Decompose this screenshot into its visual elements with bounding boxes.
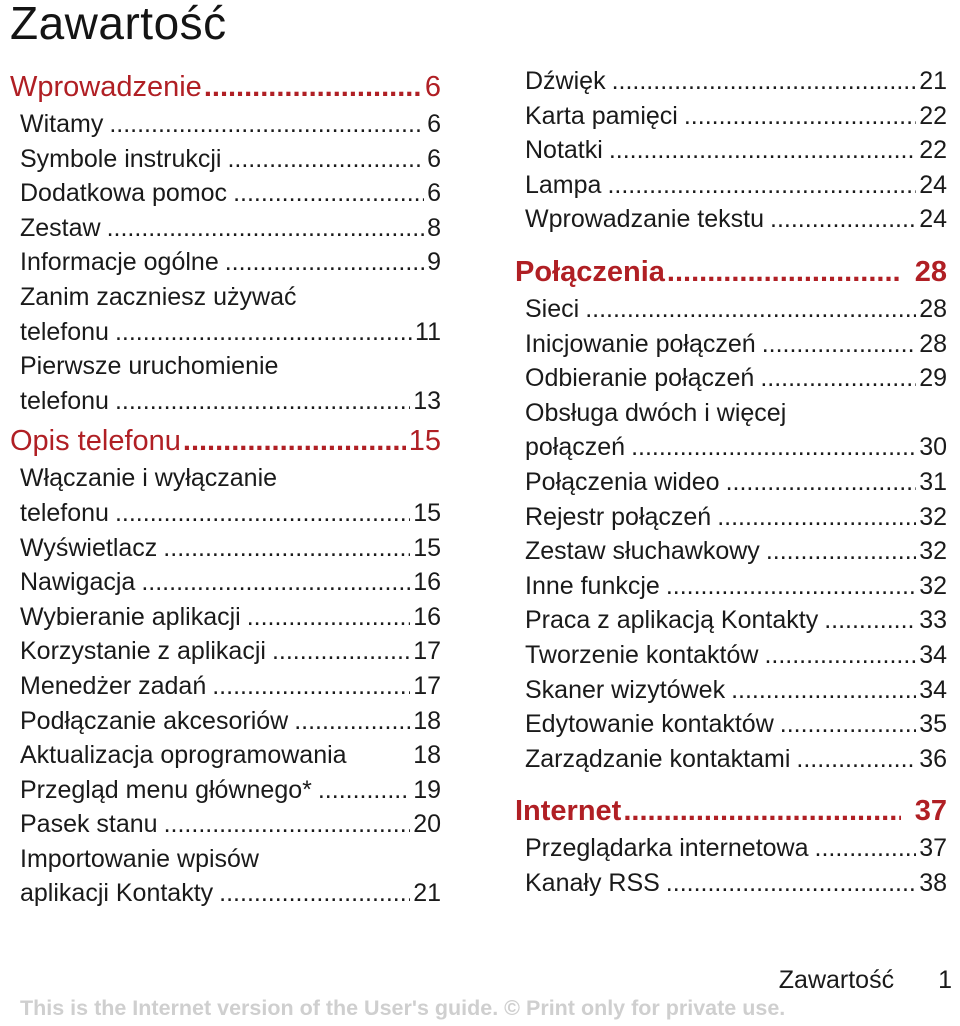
toc-entry-label: Witamy xyxy=(20,110,104,138)
toc-entry-page: 30 xyxy=(919,433,947,462)
toc-entry[interactable] xyxy=(20,738,441,773)
toc-entries xyxy=(10,461,441,911)
toc-entry-label: Podłączanie akcesoriów xyxy=(20,706,289,735)
toc-entry-page: 32 xyxy=(919,571,947,600)
toc-section-polaczenia[interactable] xyxy=(515,249,947,292)
dot-leader xyxy=(756,327,916,362)
dot-leader xyxy=(758,638,916,673)
toc-entry-label: aplikacji Kontakty xyxy=(20,879,214,908)
toc-entry-label: Aktualizacja oprogramowania xyxy=(20,741,347,770)
toc-right-column xyxy=(515,64,947,900)
toc-section-opis-telefonu[interactable] xyxy=(10,418,441,461)
dot-leader xyxy=(764,202,916,237)
toc-entry[interactable] xyxy=(20,245,441,280)
toc-entry-label: Inne funkcje xyxy=(525,571,660,600)
toc-entry-label: Rejestr połączeń xyxy=(525,502,712,531)
toc-entry-label: Wybieranie aplikacji xyxy=(20,602,241,631)
toc-entry-page: 13 xyxy=(413,386,441,415)
toc-entry-page: 6 xyxy=(427,144,441,173)
dot-leader xyxy=(181,421,406,461)
toc-entry[interactable] xyxy=(20,531,441,566)
toc-entry[interactable] xyxy=(20,349,441,418)
toc-section-internet[interactable] xyxy=(515,788,947,831)
toc-entry-page: 11 xyxy=(415,317,441,346)
toc-entry-page: 9 xyxy=(427,248,441,277)
dot-leader xyxy=(725,673,916,708)
toc-entry[interactable] xyxy=(20,107,441,142)
toc-entries xyxy=(515,292,947,776)
dot-leader xyxy=(809,831,917,866)
toc-entry-page: 31 xyxy=(919,467,947,496)
toc-entry[interactable] xyxy=(525,673,947,708)
toc-entry-page: 34 xyxy=(919,675,947,704)
dot-leader xyxy=(227,176,424,211)
dot-leader xyxy=(103,107,424,142)
toc-entry-label: Odbieranie połączeń xyxy=(525,364,755,393)
toc-entry-page: 19 xyxy=(413,775,441,804)
toc-entry-page: 6 xyxy=(427,110,441,138)
toc-entry-label: Zestaw słuchawkowy xyxy=(525,537,760,566)
toc-entry[interactable] xyxy=(525,396,947,465)
toc-entry-label: telefonu xyxy=(20,498,109,527)
dot-leader xyxy=(660,866,916,901)
toc-entry[interactable] xyxy=(20,704,441,739)
dot-leader xyxy=(266,634,410,669)
toc-entry-page: 15 xyxy=(413,498,441,527)
toc-entry-page: 38 xyxy=(919,868,947,897)
toc-section-title: Opis telefonu xyxy=(10,425,181,458)
toc-entry-page: 28 xyxy=(919,329,947,358)
toc-entry-page: 24 xyxy=(919,170,947,199)
toc-entry[interactable] xyxy=(525,327,947,362)
toc-entry-page: 21 xyxy=(919,67,947,95)
toc-entry-label: Połączenia wideo xyxy=(525,467,720,496)
toc-entry[interactable] xyxy=(20,211,441,246)
toc-entry[interactable] xyxy=(525,500,947,535)
dot-leader xyxy=(109,496,410,531)
toc-entry-label: telefonu xyxy=(20,317,109,346)
toc-entry-label: Dźwięk xyxy=(525,67,606,95)
dot-leader xyxy=(601,168,916,203)
page-footer xyxy=(779,962,952,998)
toc-entry[interactable] xyxy=(525,168,947,203)
dot-leader xyxy=(241,600,410,635)
footer-section-name: Zawartość xyxy=(778,966,895,994)
toc-entry-label: Zestaw xyxy=(20,213,101,242)
toc-entry-label: Kanały RSS xyxy=(525,868,660,897)
toc-entry-page: 33 xyxy=(919,606,947,635)
toc-entry[interactable] xyxy=(525,707,947,742)
dot-leader xyxy=(720,465,917,500)
toc-entry-label-line1: Importowanie wpisów xyxy=(20,844,259,873)
toc-entry-label-line1: Obsługa dwóch i więcej xyxy=(525,398,787,427)
toc-entry-label-line1: Zanim zaczniesz używać xyxy=(20,282,297,311)
dot-leader xyxy=(202,67,422,107)
toc-section-page: 6 xyxy=(424,71,441,103)
toc-entry-label: Menedżer zadań xyxy=(20,671,207,700)
toc-entry-label-line1: Włączanie i wyłączanie xyxy=(20,464,278,493)
toc-entry-label: Pasek stanu xyxy=(20,810,158,839)
toc-entry-page: 16 xyxy=(413,568,441,597)
toc-entry[interactable] xyxy=(20,634,441,669)
toc-entry-label: Dodatkowa pomoc xyxy=(20,179,228,208)
dot-leader xyxy=(665,252,901,292)
dot-leader xyxy=(213,876,410,911)
toc-entry-page: 36 xyxy=(919,744,947,773)
toc-entry[interactable] xyxy=(525,742,947,777)
dot-leader xyxy=(711,500,916,535)
toc-section-title: Internet xyxy=(515,795,622,828)
dot-leader xyxy=(101,211,425,246)
dot-leader xyxy=(288,704,410,739)
toc-entry[interactable] xyxy=(525,465,947,500)
toc-entry-label: Symbole instrukcji xyxy=(20,144,222,173)
dot-leader xyxy=(621,791,900,831)
toc-section-title: Wprowadzenie xyxy=(10,71,202,103)
toc-entry[interactable] xyxy=(20,773,441,808)
toc-entry-label: Lampa xyxy=(525,170,602,199)
toc-entry-label: Zarządzanie kontaktami xyxy=(525,744,791,773)
toc-entry-page: 17 xyxy=(413,637,441,666)
dot-leader xyxy=(660,569,916,604)
dot-leader xyxy=(606,64,917,99)
toc-entry-page: 35 xyxy=(919,710,947,739)
dot-leader xyxy=(754,361,916,396)
toc-entries xyxy=(515,831,947,900)
dot-leader xyxy=(109,315,412,350)
toc-entry-page: 34 xyxy=(919,640,947,669)
toc-entry-page: 6 xyxy=(427,179,441,208)
toc-entries xyxy=(10,107,441,418)
dot-leader xyxy=(157,531,410,566)
toc-entry-page: 29 xyxy=(919,364,947,393)
toc-section-page: 28 xyxy=(914,255,947,288)
toc-entry-page: 20 xyxy=(413,810,441,839)
toc-entry[interactable] xyxy=(20,600,441,635)
toc-entry-label: Notatki xyxy=(525,136,603,165)
toc-entry[interactable] xyxy=(20,807,441,842)
toc-entry-label-line1: Pierwsze uruchomienie xyxy=(20,352,279,381)
footer-page-number: 1 xyxy=(938,966,952,994)
dot-leader xyxy=(109,384,410,419)
toc-entry-page: 17 xyxy=(413,671,441,700)
toc-left-column xyxy=(10,64,441,911)
toc-entry-label: Praca z aplikacją Kontakty xyxy=(525,606,819,635)
dot-leader xyxy=(790,742,916,777)
dot-leader xyxy=(579,292,916,327)
toc-entry[interactable] xyxy=(20,669,441,704)
toc-entry-page: 8 xyxy=(427,213,441,242)
toc-entry[interactable] xyxy=(525,361,947,396)
toc-entry[interactable] xyxy=(525,569,947,604)
toc-entry-page: 18 xyxy=(413,706,441,735)
toc-entry-page: 37 xyxy=(919,834,947,863)
toc-entry[interactable] xyxy=(525,64,947,99)
toc-entry[interactable] xyxy=(525,202,947,237)
toc-entry-label: Wyświetlacz xyxy=(20,533,158,562)
toc-entry-label: Edytowanie kontaktów xyxy=(525,710,774,739)
toc-entry-label: Korzystanie z aplikacji xyxy=(20,637,266,666)
toc-entry[interactable] xyxy=(20,142,441,177)
toc-entry-label: Karta pamięci xyxy=(525,101,678,130)
toc-entry[interactable] xyxy=(525,292,947,327)
toc-entry[interactable] xyxy=(525,133,947,168)
toc-entry-page: 22 xyxy=(919,136,947,165)
footer-notice: This is the Internet version of the User's guide. © Print only for private use. xyxy=(20,996,786,1020)
dot-leader xyxy=(678,99,916,134)
page-title: Zawartość xyxy=(10,0,227,49)
dot-leader xyxy=(818,603,916,638)
toc-entry[interactable] xyxy=(20,565,441,600)
toc-entry[interactable] xyxy=(525,866,947,901)
toc-entry-page: 18 xyxy=(413,741,441,770)
toc-entry-label: Sieci xyxy=(525,294,580,323)
toc-entry-page: 24 xyxy=(919,205,947,234)
dot-leader xyxy=(760,534,916,569)
toc-entry-label: telefonu xyxy=(20,386,109,415)
toc-entry[interactable] xyxy=(20,842,441,911)
dot-leader xyxy=(774,707,916,742)
toc-entry-label: Przeglądarka internetowa xyxy=(525,834,809,863)
toc-section-page: 15 xyxy=(408,425,441,458)
toc-entry-label: Skaner wizytówek xyxy=(525,675,726,704)
toc-entry-label: połączeń xyxy=(525,433,626,462)
toc-entry[interactable] xyxy=(20,461,441,530)
toc-entry-page: 28 xyxy=(919,294,947,323)
dot-leader xyxy=(312,773,410,808)
toc-section-page: 37 xyxy=(914,795,947,828)
dot-leader xyxy=(603,133,916,168)
toc-entry-page: 15 xyxy=(413,533,441,562)
dot-leader xyxy=(625,430,916,465)
toc-entry[interactable] xyxy=(525,638,947,673)
dot-leader xyxy=(158,807,411,842)
toc-entry-label: Tworzenie kontaktów xyxy=(525,640,759,669)
dot-leader xyxy=(135,565,410,600)
toc-entry[interactable] xyxy=(525,99,947,134)
toc-entry-label: Wprowadzanie tekstu xyxy=(525,205,765,234)
toc-entry[interactable] xyxy=(525,831,947,866)
toc-entry-label: Inicjowanie połączeń xyxy=(525,329,756,358)
toc-entry-page: 22 xyxy=(919,101,947,130)
toc-section-title: Połączenia xyxy=(515,255,665,288)
dot-leader xyxy=(206,669,410,704)
toc-entry-label: Informacje ogólne xyxy=(20,248,219,277)
toc-entries-continued xyxy=(515,64,947,237)
dot-leader xyxy=(219,245,424,280)
toc-entry-page: 32 xyxy=(919,537,947,566)
dot-leader xyxy=(221,142,424,177)
toc-entry-label: Przegląd menu głównego* xyxy=(20,775,312,804)
toc-entry-page: 32 xyxy=(919,502,947,531)
toc-entry-page: 21 xyxy=(413,879,441,908)
toc-entry[interactable] xyxy=(525,534,947,569)
toc-entry[interactable] xyxy=(20,176,441,211)
toc-entry[interactable] xyxy=(525,603,947,638)
toc-section-wprowadzenie[interactable] xyxy=(10,64,441,107)
toc-entry[interactable] xyxy=(20,280,441,349)
toc-entry-page: 16 xyxy=(413,602,441,631)
toc-entry-label: Nawigacja xyxy=(20,568,136,597)
